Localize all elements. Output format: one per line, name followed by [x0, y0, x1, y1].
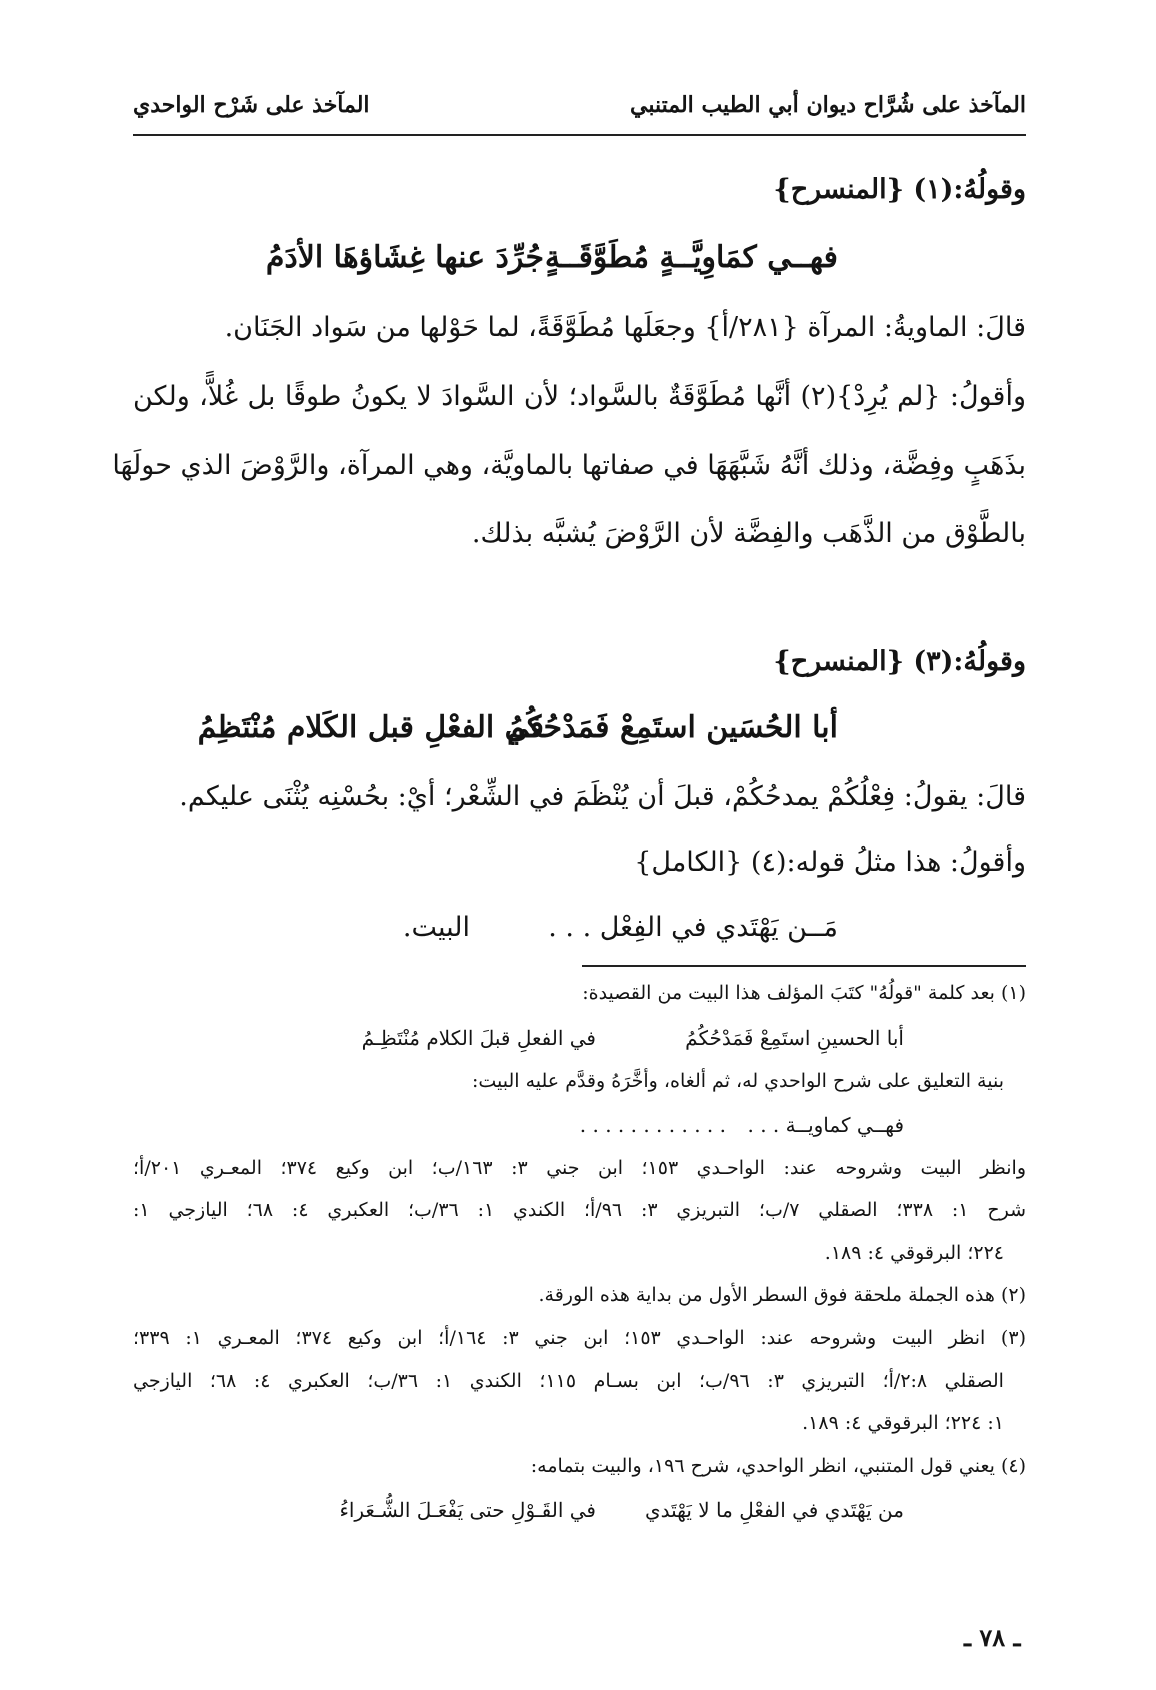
footnote-1-line1: (١) بعد كلمة "قولُهُ" كتَبَ المؤلف هذا البيت من القصيدة: — [582, 982, 1026, 1004]
entry1-verse-second-hemistich: جُرِّدَ عنها غِشَاؤهَا الأدَمُ — [265, 240, 544, 275]
entry2-verse-first-hemistich: أبا الحُسَين استَمِعْ فَمَدْحُكُمُ — [507, 710, 838, 745]
entry1-aqul-line3: بالطَّوْق من الذَّهَب والفِضَّة لأن الرَّوْضَ يُشبَّه بذلك. — [471, 518, 1026, 549]
entry2-quote-hemistich: مَــن يَهْتَدي في الفِعْل . . . — [548, 912, 838, 943]
footnote-1-line4: شرح ١: ٣٣٨؛ الصقلي ٧/ب؛ التبريزي ٣: ٩٦/أ؛ الكندي ١: ٣٦/ب؛ العكبري ٤: ٦٨؛ اليازجي ١: — [133, 1199, 1026, 1221]
entry1-aqul-line1: وأقولُ: {لم يُرِدْ}(٢) أنَّها مُطَوَّقَةٌ بالسَّواد؛ لأن السَّوادَ لا يكونُ طوقًا بل غُلاًّ، ولكن — [133, 381, 1026, 412]
entry1-intro: وقولُهُ:(١) {المنسرح} — [773, 174, 1026, 205]
running-header — [133, 84, 1026, 136]
footnote-4-line1: (٤) يعني قول المتنبي، انظر الواحدي، شرح ١٩٦، والبيت بتمامه: — [530, 1455, 1026, 1477]
footnote-2: (٢) هذه الجملة ملحقة فوق السطر الأول من بداية هذه الورقة. — [538, 1284, 1026, 1306]
footnote-1-ellipsis-row: . . . . . . . . . . . . — [579, 1113, 726, 1137]
entry2-qala: قالَ: يقولُ: فِعْلُكُمْ يمدحُكُمْ، قبلَ أن يُنْظَمَ في الشِّعْر؛ أيْ: بحُسْنِه يُثْنَى عليكم. — [179, 781, 1026, 812]
entry1-aqul-line2: بذَهَبٍ وفِضَّة، وذلك أنَّهُ شَبَّهَهَا في صفاتها بالماويَّة، وهي المرآة، والرَّوْضَ الذي حولَهَا — [112, 450, 1026, 481]
footnote-1-line2: بنية التعليق على شرح الواحدي له، ثم ألغاه، وأخَّرَهُ وقدَّم عليه البيت: — [471, 1070, 1004, 1092]
footnote-1-verse-b: في الفعلِ قبلَ الكلام مُنْتَظِـمُ — [361, 1026, 596, 1050]
footnote-1-line5: ٢٢٤؛ البرقوقي ٤: ١٨٩. — [824, 1242, 1004, 1264]
entry1-verse-first-hemistich: فهــي كمَاوِيَّــةٍ مُطَوَّقَــةٍ — [544, 240, 838, 275]
footnote-1-verse-a: أبا الحسينِ استَمِعْ فَمَدْحُكُمُ — [685, 1026, 904, 1050]
page-number: ـ ٧٨ ـ — [964, 1623, 1021, 1652]
footnote-1-verse-c: فهــي كماويــة . . . — [747, 1113, 904, 1137]
footnote-separator — [582, 965, 1026, 967]
footnote-3-line1: (٣) انظر البيت وشروحه عند: الواحـدي ١٥٣؛ ابن جني ٣: ١٦٤/أ؛ ابن وكيع ٣٧٤؛ المعـري ١: ٣٣٩؛ — [133, 1327, 1026, 1349]
footnote-3-line2: الصقلي ٢:٨/أ؛ التبريزي ٣: ٩٦/ب؛ ابن بسـام ١١٥؛ الكندي ١: ٣٦/ب؛ العكبري ٤: ٦٨؛ اليازجي — [133, 1370, 1004, 1392]
footnote-3-line3: ١: ٢٢٤؛ البرقوقي ٤: ١٨٩. — [802, 1412, 1004, 1434]
entry2-quote-rest: البيت. — [402, 912, 470, 943]
header-book-title: المآخذ على شُرَّاح ديوان أبي الطيب المتنبي — [630, 92, 1026, 118]
footnote-4-verse-b: في القَـوْلِ حتى يَفْعَـلَ الشُّـعَراءُ — [339, 1498, 596, 1522]
entry2-aqul: وأقولُ: هذا مثلُ قوله:(٤) {الكامل} — [634, 847, 1026, 878]
entry1-qala: قالَ: الماويةُ: المرآة {٢٨١/أ} وجعَلَها مُطَوَّقَةً، لما حَوْلها من سَواد الجَنَان. — [224, 312, 1026, 343]
entry2-intro: وقولُهُ:(٣) {المنسرح} — [773, 646, 1026, 677]
footnote-1-line3: وانظر البيت وشروحه عند: الواحـدي ١٥٣؛ ابن جني ٣: ١٦٣/ب؛ ابن وكيع ٣٧٤؛ المعـري ٢٠١/أ؛ — [133, 1157, 1027, 1179]
entry2-verse-second-hemistich: في الفعْلِ قبل الكَلام مُنْتَظِمُ — [197, 710, 544, 745]
footnote-4-verse-a: من يَهْتَدي في الفعْلِ ما لا يَهْتَدي — [644, 1498, 904, 1522]
header-section-title: المآخذ على شَرْح الواحدي — [133, 92, 370, 118]
